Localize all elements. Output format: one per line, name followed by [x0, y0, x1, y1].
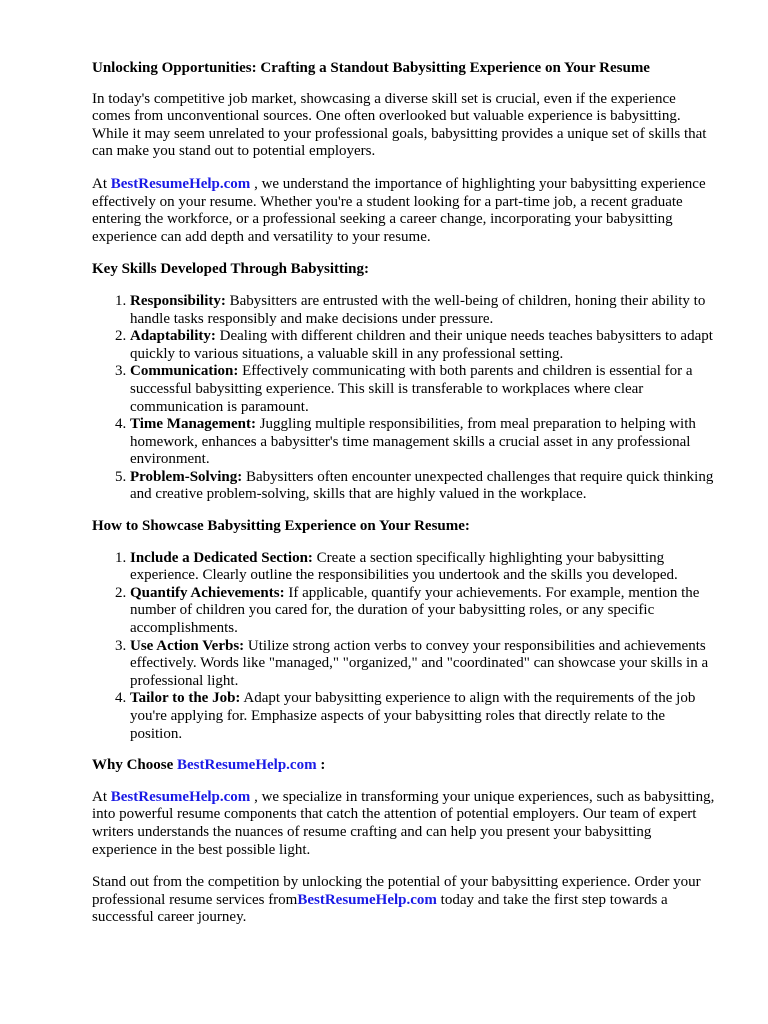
skill-text: Dealing with different children and their unique needs teaches babysitters to adapt quickly to various situations, a valuable skill in any professional setting.: [130, 328, 713, 362]
skill-term: Problem-Solving:: [130, 468, 243, 485]
showcase-item: [130, 638, 716, 691]
showcase-term: Include a Dedicated Section:: [130, 549, 313, 566]
why-heading: [92, 757, 716, 775]
brand-link[interactable]: BestResumeHelp.com: [297, 891, 437, 908]
showcase-item: [130, 690, 716, 743]
about-text: , we understand the importance of highlighting your babysitting experience effectively on your resume. Whether you're a student looking for a part-time job, a recent graduate entering the workforce, or a professional seeking a career change, incorporating your babysitting experience can add depth and versatility to your resume.: [92, 175, 706, 245]
why-suffix: :: [316, 757, 326, 774]
showcase-item: [130, 585, 716, 638]
why-prefix: Why Choose: [92, 757, 178, 774]
showcase-heading: How to Showcase Babysitting Experience on Your Resume:: [92, 518, 470, 535]
page-title: Unlocking Opportunities: Crafting a Standout Babysitting Experience on Your Resume: [92, 60, 650, 76]
skill-item: [130, 469, 716, 504]
skill-item: [130, 416, 716, 469]
skill-term: Time Management:: [130, 416, 256, 433]
showcase-text: Utilize strong action verbs to convey your responsibilities and achievements effectively. Words like "managed," "organized," and "coordinated" can showcase your skills in a professional light.: [130, 637, 709, 689]
showcase-text: Adapt your babysitting experience to align with the requirements of the job you're applying for. Emphasize aspects of your babysitting roles that directly relate to the position.: [130, 690, 696, 742]
skill-text: Effectively communicating with both parents and children is essential for a successful babysitting experience. This skill is transferable to workplaces where clear communication is paramount.: [130, 363, 693, 415]
skill-text: Juggling multiple responsibilities, from meal preparation to helping with homework, enhances a babysitter's time management skills a crucial asset in any professional environment.: [130, 416, 696, 468]
skill-item: [130, 293, 716, 328]
showcase-term: Tailor to the Job:: [130, 690, 241, 707]
skill-term: Communication:: [130, 363, 239, 380]
brand-link[interactable]: BestResumeHelp.com: [110, 788, 251, 805]
closing-prefix: Stand out from the competition by unlocking the potential of your babysitting experience. Order your professional resume services from: [92, 874, 701, 908]
skill-item: [130, 328, 716, 363]
skill-text: Babysitters are entrusted with the well-being of children, honing their ability to handle tasks responsibly and make decisions under pressure.: [130, 292, 706, 327]
showcase-term: Use Action Verbs:: [130, 637, 245, 654]
showcase-term: Quantify Achievements:: [130, 584, 285, 601]
services-paragraph: [92, 789, 716, 859]
about-paragraph: [92, 176, 716, 246]
showcase-text: Create a section specifically highlighting your babysitting experience. Clearly outline the responsibilities you undertook and the skills you developed.: [130, 549, 678, 584]
showcase-list: [92, 550, 716, 744]
intro-paragraph: In today's competitive job market, showcasing a diverse skill set is crucial, even if the experience comes from unconventional sources. One often overlooked but valuable experience is babysitting. While it may seem unrelated to your professional goals, babysitting provides a unique set of skills that can make you stand out to potential employers.: [92, 90, 707, 160]
skills-list: [92, 293, 716, 504]
showcase-item: [130, 550, 716, 585]
skill-text: Babysitters often encounter unexpected challenges that require quick thinking and creative problem-solving, skills that are highly valued in the workplace.: [130, 468, 714, 503]
brand-link[interactable]: BestResumeHelp.com: [110, 175, 251, 192]
closing-paragraph: [92, 874, 716, 927]
skill-term: Responsibility:: [130, 292, 226, 309]
brand-link[interactable]: BestResumeHelp.com: [177, 757, 317, 774]
skill-item: [130, 363, 716, 416]
closing-text: today and take the first step towards a successful career journey.: [92, 891, 668, 926]
services-text: , we specialize in transforming your unique experiences, such as babysitting, into powerful resume components that catch the attention of potential employers. Our team of expert writers understands the nuances of resume crafting and can help you present your babysitting experience in the best possible light.: [92, 788, 715, 858]
services-prefix: At: [92, 788, 111, 805]
skill-term: Adaptability:: [130, 328, 216, 345]
about-prefix: At: [92, 175, 111, 192]
showcase-text: If applicable, quantify your achievements. For example, mention the number of children you cared for, the duration of your babysitting roles, or any specific accomplishments.: [130, 584, 700, 637]
skills-heading: Key Skills Developed Through Babysitting:: [92, 261, 370, 278]
